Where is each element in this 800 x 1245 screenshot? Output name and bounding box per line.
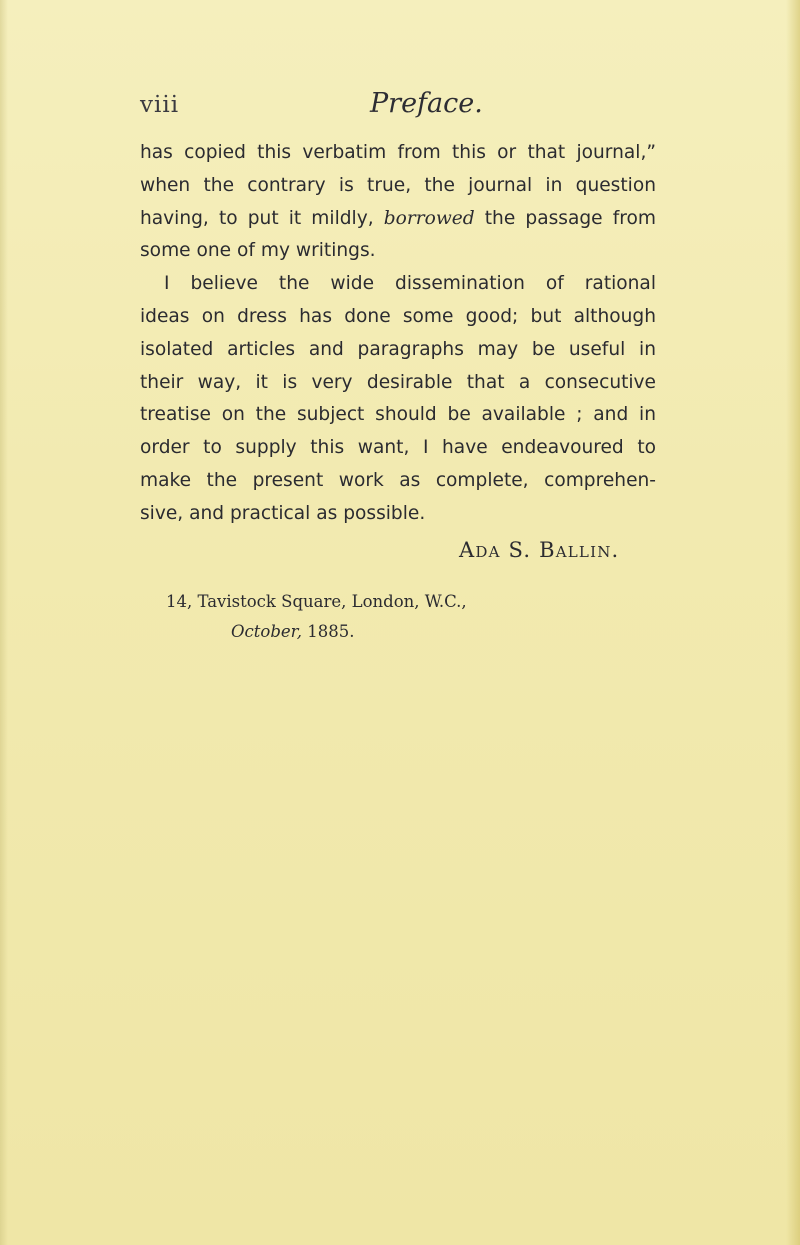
address-line: 14, Tavistock Square, London, W.C., bbox=[166, 592, 467, 611]
text-fragment: the passage from bbox=[484, 207, 656, 229]
text-line: make the present work as complete, comprehen- bbox=[140, 469, 656, 491]
text-line: their way, it is very desirable that a consecutive bbox=[140, 371, 656, 393]
page-number: viii bbox=[140, 92, 180, 118]
text-line: treatise on the subject should be available ; and in bbox=[140, 404, 656, 426]
page-shadow-left bbox=[0, 0, 8, 1245]
date-line bbox=[231, 622, 354, 641]
running-title: Preface. bbox=[370, 88, 483, 119]
italic-word: borrowed bbox=[383, 207, 475, 229]
text-line: has copied this verbatim from this or that journal,” bbox=[140, 142, 656, 163]
date-year: 1885. bbox=[307, 622, 355, 641]
page-shadow-right bbox=[786, 0, 800, 1245]
text-line: sive, and practical as possible. bbox=[140, 502, 426, 524]
text-line: some one of my writings. bbox=[140, 240, 376, 262]
text-line: order to supply this want, I have endeavoured to bbox=[140, 437, 656, 459]
author-signature: Ada S. Ballin. bbox=[459, 538, 620, 562]
body-text bbox=[140, 137, 656, 531]
text-line: when the contrary is true, the journal in question bbox=[140, 174, 656, 196]
text-line: isolated articles and paragraphs may be useful in bbox=[140, 338, 656, 360]
text-line bbox=[140, 203, 656, 236]
text-line: I believe the wide dissemination of rational bbox=[164, 273, 656, 295]
text-fragment: having, to put it mildly, bbox=[140, 207, 374, 229]
page-header bbox=[137, 88, 657, 126]
text-line: ideas on dress has done some good; but although bbox=[140, 305, 656, 327]
date-month: October, bbox=[231, 622, 302, 641]
